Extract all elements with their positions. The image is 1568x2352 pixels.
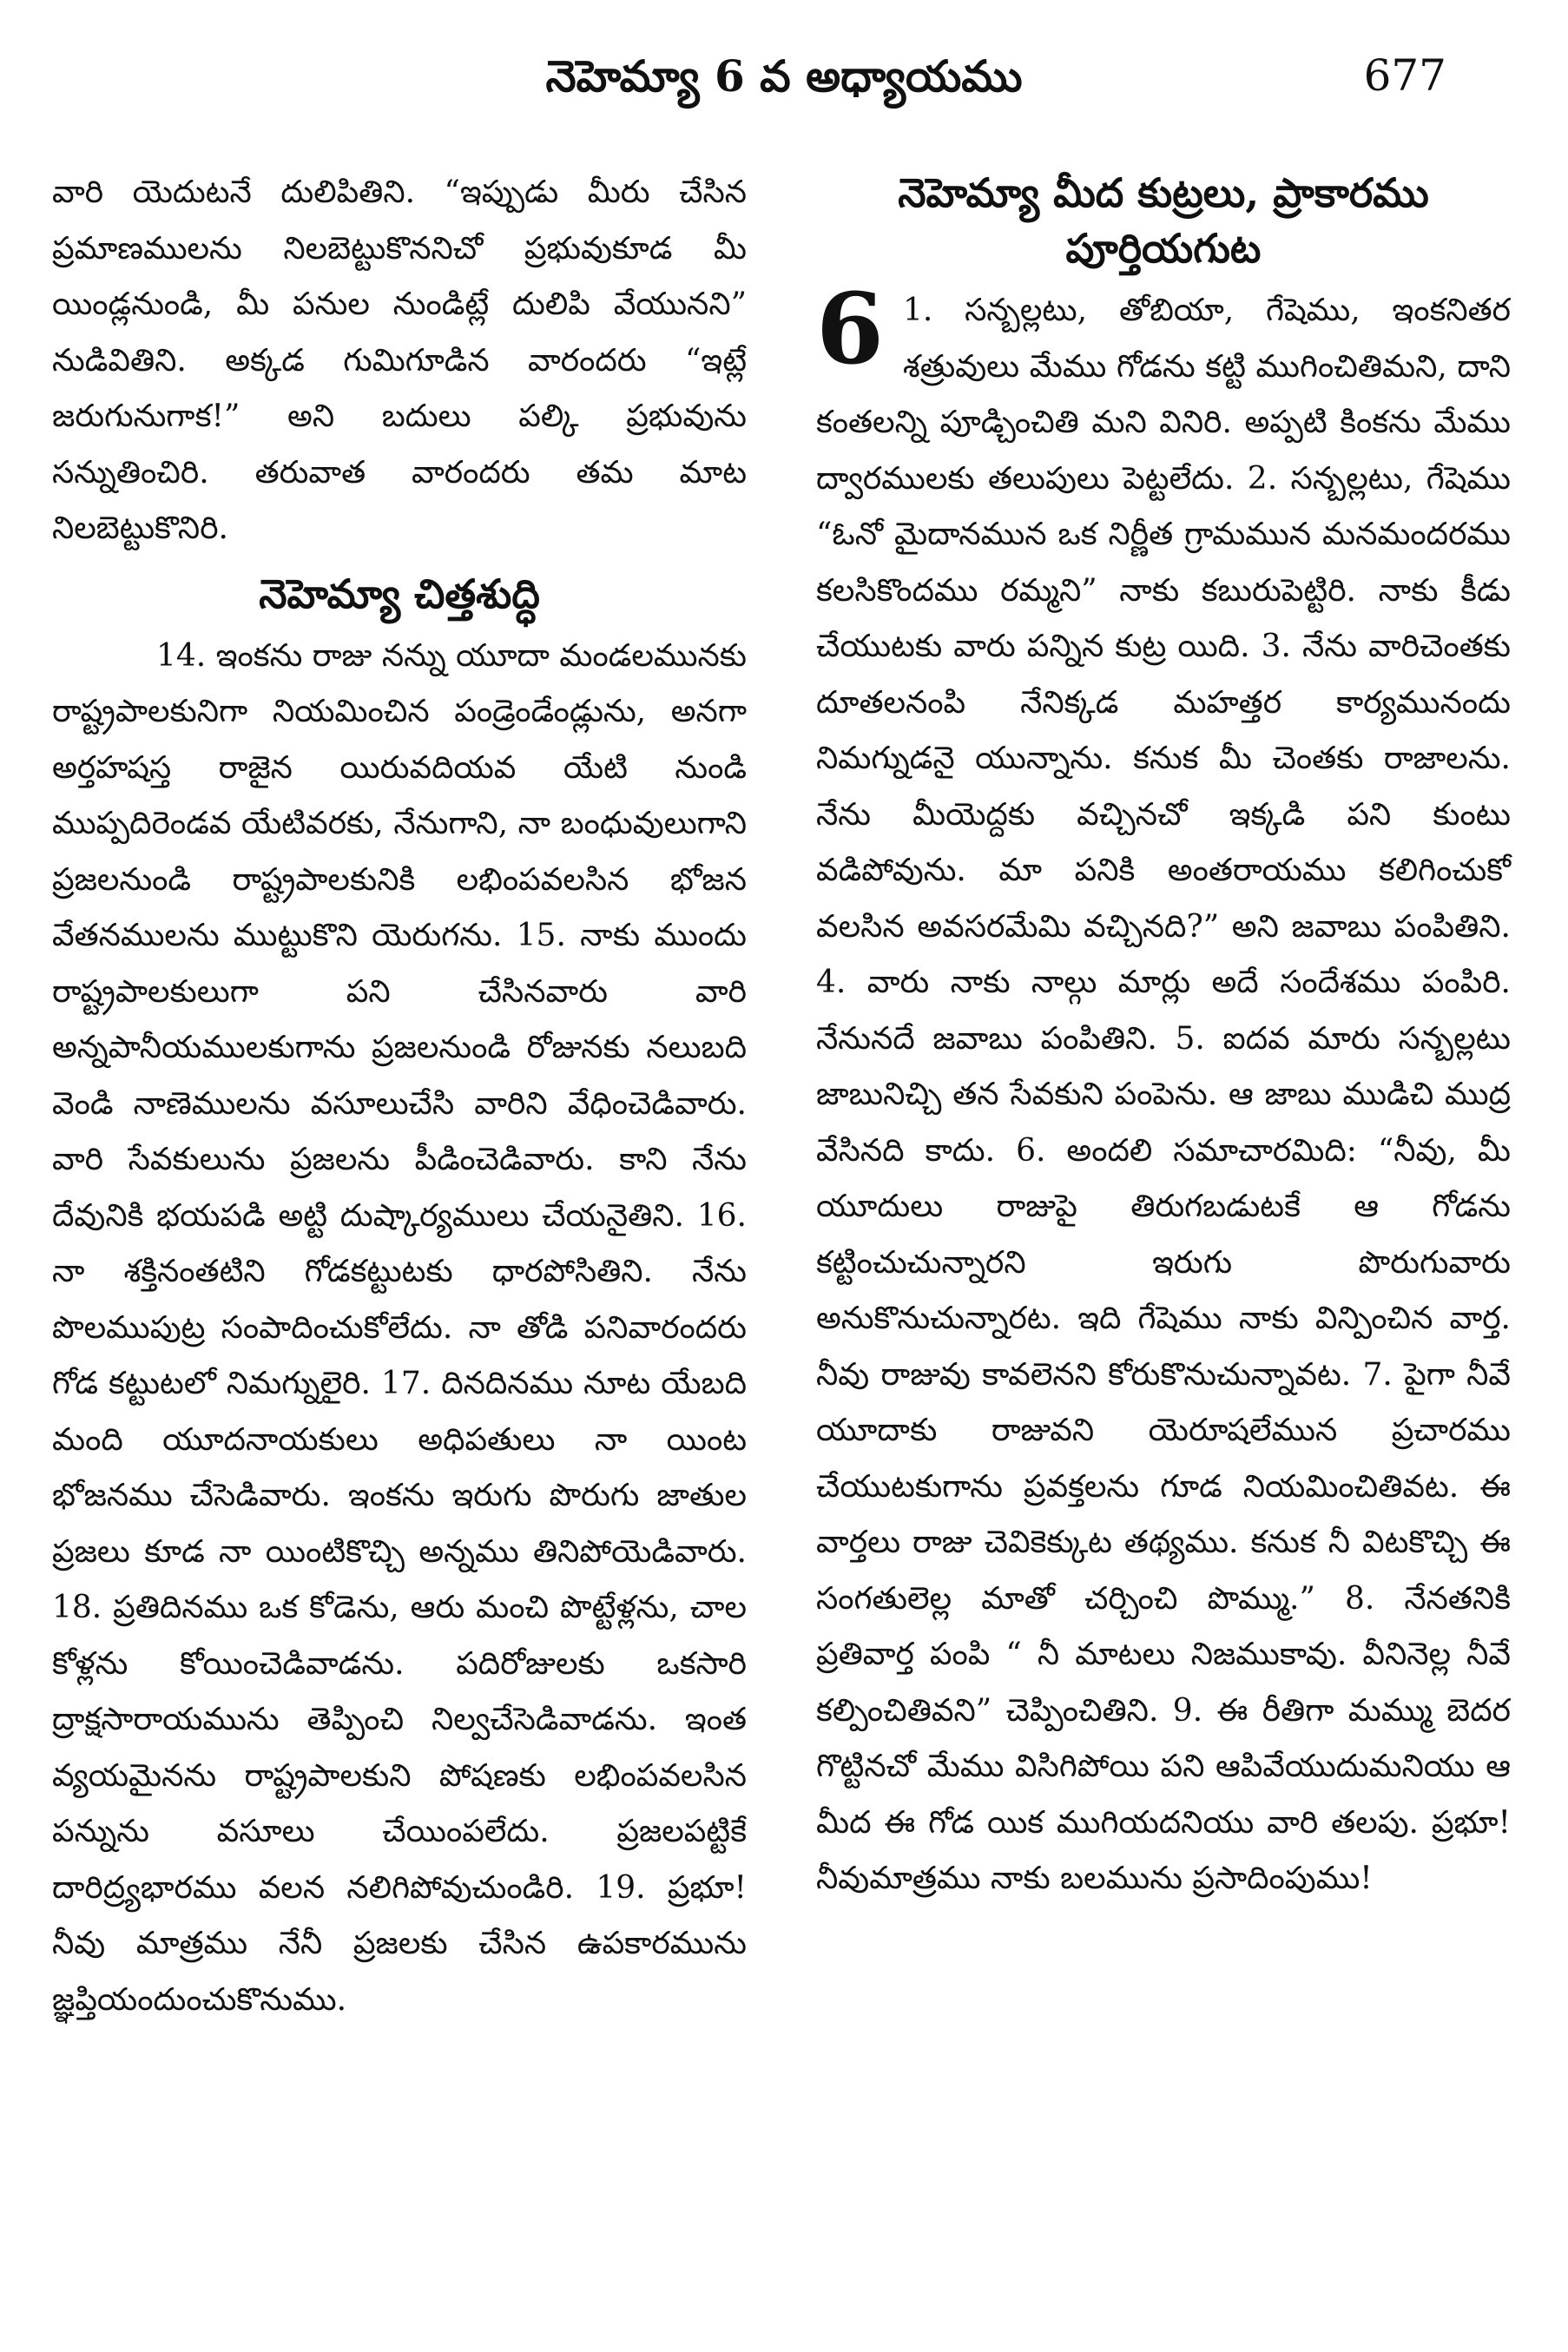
section-heading: నెహెమ్యా చిత్తశుద్ధి <box>259 570 540 617</box>
body-paragraph: 1. సన్బల్లటు, తోబియా, గేషెము, ఇంకనితర శత్రువులు మేము గోడను కట్టి ముగించితిమని, దాని కంతలన్ని పూడ్చించితి మని వినిరి. అప్పటి కింకను మేము ద్వారములకు తలుపులు పెట్టలేదు. 2. సన్బల్లటు, గేషెము “ఓనో మైదానమున ఒక నిర్ణీత గ్రామమున మనమందరము కలసికొందము రమ్మని” నాకు కబురుపెట్టిరి. నాకు కీడు చేయుటకు వారు పన్నిన కుట్ర యిది. 3. నేను వారిచెంతకు దూతలనంపి నేనిక్కడ మహత్తర కార్యమునందు నిమగ్నుడనై యున్నాను. కనుక మీ చెంతకు రాజాలను. నేను మీయెద్దకు వచ్చినచో ఇక్కడి పని కుంటు వడిపోవును. మా పనికి అంతరాయము కలిగించుకో వలసిన అవసరమేమి వచ్చినది?” అని జవాబు పంపితిని. 4. వారు నాకు నాల్గు మార్లు అదే సందేశము పంపిరి. నేనునదే జవాబు పంపితిని. 5. ఐదవ మారు సన్బల్లటు జాబునిచ్చి తన సేవకుని పంపెను. ఆ జాబు ముడిచి ముద్ర వేసినది కాదు. 6. అందలి సమాచారమిది: “నీవు, మీ యూదులు రాజుపై తిరుగబడుటకే ఆ గోడను కట్టించుచున్నారని ఇరుగు పొరుగువారు అనుకొనుచున్నారట. ఇది గేషెము నాకు విన్పించిన వార్త. నీవు రాజువు కావలెనని కోరుకొనుచున్నావట. 7. పైగా నీవే యూదాకు రాజువని యెరూషలేమున ప్రచారము చేయుటకుగాను ప్రవక్తలను గూడ నియమించితివట. ఈ వార్తలు రాజు చెవికెక్కుట తథ్యము. కనుక నీ విటకొచ్చి ఈ సంగతులెల్ల మాతో చర్చించి పొమ్ము.” 8. నేనతనికి ప్రతివార్త పంపి “ నీ మాటలు నిజముకావు. వీనినెల్ల నీవే కల్పించితివని” చెప్పించితిని. 9. ఈ రీతిగా మమ్ము బెదర గొట్టినచో మేము విసిగిపోయి పని ఆపివేయుదుమనియు ఆ మీద ఈ గోడ యిక ముగియదనియు వారి తలపు. ప్రభూ! నీవుమాత్రము నాకు బలమును ప్రసాదింపుము! <box>816 293 1511 1896</box>
body-paragraph: 14. ఇంకను రాజు నన్ను యూదా మండలమునకు రాష్ట్రపాలకునిగా నియమించిన పండ్రెండేండ్లును, అనగా అర్తహషస్త రాజైన యిరువదియవ యేటి నుండి ముప్పదిరెండవ యేటివరకు, నేనుగాని, నా బంధువులుగాని ప్రజలనుండి రాష్ట్రపాలకునికి లభింపవలసిన భోజన వేతనములను ముట్టుకొని యెరుగను. 15. నాకు ముందు రాష్ట్రపాలకులుగా పని చేసినవారు వారి అన్నపానీయములకుగాను ప్రజలనుండి రోజునకు నలుబది వెండి నాణెములను వసూలుచేసి వారిని వేధించెడివారు. వారి సేవకులును ప్రజలను పీడించెడివారు. కాని నేను దేవునికి భయపడి అట్టి దుష్కార్యములు చేయనైతిని. 16. నా శక్తినంతటిని గోడకట్టుటకు ధారపోసితిని. నేను పొలముపుట్ర సంపాదించుకోలేదు. నా తోడి పనివారందరు గోడ కట్టుటలో నిమగ్నులైరి. 17. దినదినము నూట యేబది మంది యూదనాయకులు అధిపతులు నా యింట భోజనము చేసెడివారు. ఇంకను ఇరుగు పొరుగు జాతుల ప్రజలు కూడ నా యింటికొచ్చి అన్నము తినిపోయెడివారు. 18. ప్రతిదినము ఒక కోడెను, ఆరు మంచి పొట్టేళ్లను, చాల కోళ్లను కోయించెడివాడను. పదిరోజులకు ఒకసారి ద్రాక్షసారాయమును తెప్పించి నిల్వచేసెడివాడను. ఇంత వ్యయమైనను రాష్ట్రపాలకుని పోషణకు లభింపవలసిన పన్నును వసూలు చేయింపలేదు. ప్రజలపట్టికే దారిద్ర్యభారము వలన నలిగిపోవుచుండిరి. 19. ప్రభూ! నీవు మాత్రము నేనీ ప్రజలకు చేసిన ఉపకారమును జ్ఞప్తియందుంచుకొనుము. <box>52 637 747 2018</box>
chapter-number: 6 <box>816 273 884 386</box>
continued-paragraph: వారి యెదుటనే దులిపితిని. “ఇప్పుడు మీరు చేసిన ప్రమాణములను నిలబెట్టుకొననిచో ప్రభువుకూడ మీ యిండ్లనుండి, మీ పనుల నుండిట్లే దులిపి వేయునని” నుడివితిని. అక్కడ గుమిగూడిన వారందరు “ఇట్లే జరుగునుగాక!” అని బదులు పల్కి ప్రభువును సన్నుతించిరి. తరువాత వారందరు తమ మాట నిలబెట్టుకొనిరి. <box>52 175 747 546</box>
left-column <box>52 165 747 2028</box>
chapter-heading: నెహెమ్యా మీద కుట్రలు, ప్రాకారము పూర్తియగుట <box>898 169 1429 272</box>
right-column <box>816 165 1511 1907</box>
running-title: నెహెమ్యా 6 వ అధ్యాయము <box>545 50 1023 102</box>
page-header <box>0 35 1568 113</box>
page-number: 677 <box>1363 50 1446 101</box>
